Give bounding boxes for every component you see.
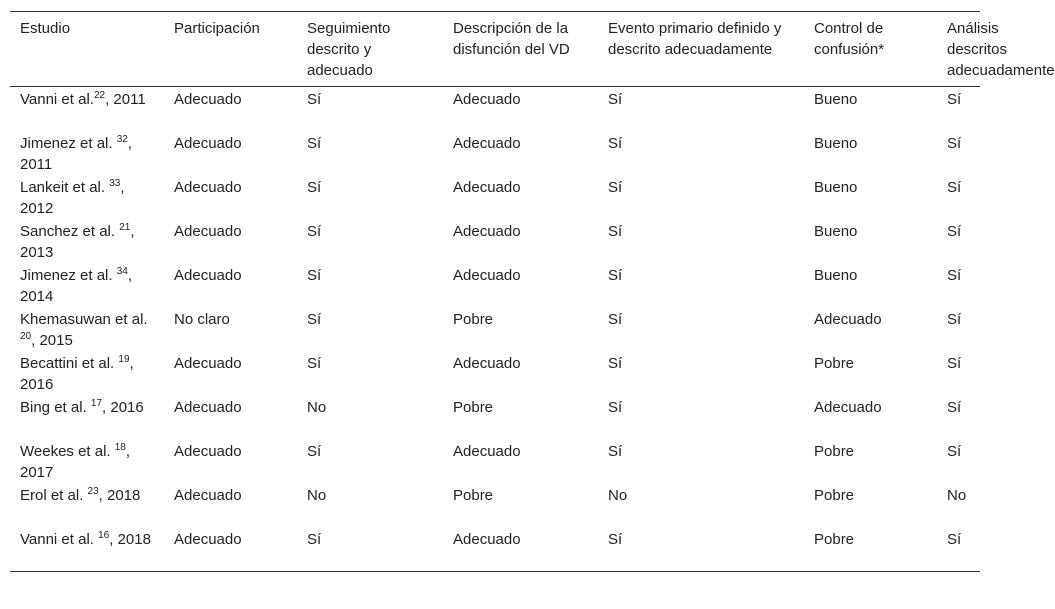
study-year: , 2018: [109, 531, 151, 548]
seguimiento-cell: Sí: [307, 135, 322, 152]
table-row: [10, 263, 980, 307]
estudio-cell: [10, 527, 164, 572]
participacion-cell: Adecuado: [174, 135, 242, 152]
quality-assessment-table-container: [10, 11, 1055, 572]
study-year: , 2018: [98, 487, 141, 504]
control-confusion-cell: Pobre: [814, 531, 855, 548]
descripcion-vd-cell: Adecuado: [453, 91, 521, 108]
analisis-cell: Sí: [947, 223, 962, 240]
participacion-cell: Adecuado: [174, 531, 242, 548]
participacion-cell: Adecuado: [174, 443, 242, 460]
descripcion-vd-cell: Adecuado: [453, 531, 521, 548]
descripcion-vd-cell: Adecuado: [453, 355, 521, 372]
header-estudio: Estudio: [10, 12, 164, 87]
descripcion-vd-cell: Adecuado: [453, 179, 521, 196]
header-participacion: Participación: [164, 12, 297, 87]
control-confusion-cell: Adecuado: [814, 311, 882, 328]
evento-primario-cell: Sí: [608, 135, 623, 152]
study-year: , 2013: [20, 223, 135, 261]
estudio-cell: [10, 351, 164, 395]
evento-primario-cell: Sí: [608, 223, 623, 240]
seguimiento-cell: Sí: [307, 267, 322, 284]
study-year: , 2017: [20, 443, 131, 481]
table-row: [10, 307, 980, 351]
seguimiento-cell: Sí: [307, 311, 322, 328]
descripcion-vd-cell: Pobre: [453, 399, 494, 416]
table-body: [10, 87, 980, 572]
estudio-cell: [10, 439, 164, 483]
study-reference: 32: [116, 134, 128, 145]
descripcion-vd-cell: Pobre: [453, 311, 494, 328]
study-author: Erol et al.: [20, 487, 88, 504]
study-year: , 2015: [31, 332, 73, 349]
study-reference: 17: [90, 398, 103, 409]
study-author: Vanni et al.: [20, 91, 94, 108]
evento-primario-cell: Sí: [608, 443, 623, 460]
estudio-cell: [10, 175, 164, 219]
estudio-cell: [10, 307, 164, 351]
study-reference: 33: [109, 178, 121, 189]
control-confusion-cell: Adecuado: [814, 399, 882, 416]
table-row: [10, 527, 980, 572]
participacion-cell: Adecuado: [174, 223, 242, 240]
control-confusion-cell: Pobre: [814, 443, 855, 460]
analisis-cell: Sí: [947, 179, 962, 196]
study-author: Vanni et al.: [20, 531, 99, 548]
seguimiento-cell: Sí: [307, 91, 322, 108]
study-author: Lankeit et al.: [20, 179, 110, 196]
study-reference: 34: [116, 266, 128, 277]
control-confusion-cell: Bueno: [814, 91, 858, 108]
study-year: , 2011: [105, 91, 146, 108]
table-row: [10, 175, 980, 219]
table-row: [10, 87, 980, 132]
descripcion-vd-cell: Adecuado: [453, 223, 521, 240]
analisis-cell: Sí: [947, 399, 962, 416]
study-author: Jimenez et al.: [20, 135, 117, 152]
study-author: Bing et al.: [20, 399, 91, 416]
evento-primario-cell: No: [608, 487, 628, 504]
seguimiento-cell: No: [307, 399, 327, 416]
table-row: [10, 439, 980, 483]
table-row: [10, 131, 980, 175]
table-header-row: [10, 12, 980, 87]
table-row: [10, 483, 980, 527]
evento-primario-cell: Sí: [608, 179, 623, 196]
estudio-cell: [10, 131, 164, 175]
evento-primario-cell: Sí: [608, 267, 623, 284]
table-row: [10, 219, 980, 263]
seguimiento-cell: Sí: [307, 531, 322, 548]
analisis-cell: No: [947, 487, 967, 504]
control-confusion-cell: Pobre: [814, 487, 855, 504]
study-reference: 21: [119, 222, 131, 233]
control-confusion-cell: Bueno: [814, 135, 858, 152]
header-descripcion-vd: Descripción de la disfunción del VD: [443, 12, 598, 87]
study-year: , 2011: [20, 135, 133, 173]
evento-primario-cell: Sí: [608, 531, 623, 548]
table-row: [10, 351, 980, 395]
evento-primario-cell: Sí: [608, 311, 623, 328]
study-year: , 2016: [20, 355, 134, 393]
seguimiento-cell: No: [307, 487, 327, 504]
control-confusion-cell: Bueno: [814, 223, 858, 240]
analisis-cell: Sí: [947, 443, 962, 460]
study-author: Sanchez et al.: [20, 223, 120, 240]
descripcion-vd-cell: Adecuado: [453, 267, 521, 284]
study-reference: 22: [93, 90, 106, 101]
participacion-cell: Adecuado: [174, 179, 242, 196]
estudio-cell: [10, 395, 164, 439]
control-confusion-cell: Bueno: [814, 267, 858, 284]
study-year: , 2016: [102, 399, 144, 416]
participacion-cell: Adecuado: [174, 267, 242, 284]
study-author: Weekes et al.: [20, 443, 115, 460]
control-confusion-cell: Pobre: [814, 355, 855, 372]
estudio-cell: [10, 219, 164, 263]
analisis-cell: Sí: [947, 531, 962, 548]
estudio-cell: [10, 483, 164, 527]
estudio-cell: [10, 87, 164, 132]
study-year: , 2014: [20, 267, 133, 305]
seguimiento-cell: Sí: [307, 355, 322, 372]
study-reference: 19: [118, 354, 130, 365]
participacion-cell: Adecuado: [174, 399, 242, 416]
descripcion-vd-cell: Adecuado: [453, 135, 521, 152]
header-seguimiento: Seguimiento descrito y adecuado: [297, 12, 443, 87]
study-author: Becattini et al.: [20, 355, 119, 372]
seguimiento-cell: Sí: [307, 223, 322, 240]
analisis-cell: Sí: [947, 135, 962, 152]
seguimiento-cell: Sí: [307, 179, 322, 196]
evento-primario-cell: Sí: [608, 355, 623, 372]
descripcion-vd-cell: Pobre: [453, 487, 494, 504]
header-control-confusion: Control de confusión*: [804, 12, 937, 87]
header-analisis: Análisis descritos adecuadamente: [937, 12, 980, 87]
participacion-cell: Adecuado: [174, 487, 242, 504]
study-author: Jimenez et al.: [20, 267, 117, 284]
analisis-cell: Sí: [947, 91, 962, 108]
estudio-cell: [10, 263, 164, 307]
study-year: , 2012: [20, 179, 125, 217]
seguimiento-cell: Sí: [307, 443, 322, 460]
participacion-cell: No claro: [174, 311, 230, 328]
control-confusion-cell: Bueno: [814, 179, 858, 196]
participacion-cell: Adecuado: [174, 355, 242, 372]
study-author: Khemasuwan et al.: [20, 311, 148, 328]
header-evento-primario: Evento primario definido y descrito adecuadamente: [598, 12, 804, 87]
quality-assessment-table: [10, 11, 1055, 572]
analisis-cell: Sí: [947, 311, 962, 328]
study-reference: 16: [98, 530, 110, 541]
study-reference: 18: [114, 442, 126, 453]
evento-primario-cell: Sí: [608, 399, 623, 416]
participacion-cell: Adecuado: [174, 91, 242, 108]
table-row: [10, 395, 980, 439]
analisis-cell: Sí: [947, 355, 962, 372]
study-reference: 20: [20, 331, 32, 342]
analisis-cell: Sí: [947, 267, 962, 284]
descripcion-vd-cell: Adecuado: [453, 443, 521, 460]
evento-primario-cell: Sí: [608, 91, 623, 108]
study-reference: 23: [87, 486, 99, 497]
